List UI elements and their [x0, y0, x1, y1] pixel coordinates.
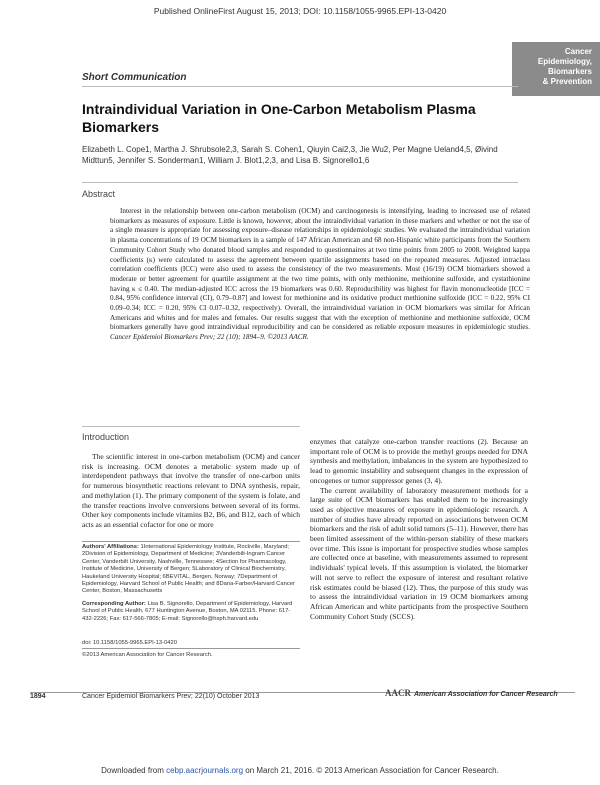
download-link[interactable]: cebp.aacrjournals.org: [166, 766, 244, 775]
abstract-text: [110, 207, 530, 343]
published-online-line: Published OnlineFirst August 15, 2013; DOI: 10.1158/1055-9965.EPI-13-0420: [153, 6, 447, 16]
abstract-citation: Cancer Epidemiol Biomarkers Prev; 22 (10); 1894–9. ©2013 AACR.: [110, 333, 309, 342]
intro-paragraph-1: The scientific interest in one-carbon metabolism (OCM) and cancer risk is increasing. OCM denotes a metabolic system made up of interdependent pathways that involve the transfer of one-carbon units for numerous biosynthetic reactions relevant to DNA synthesis, repair, and methylation (1). The primary component of the system is folate, and the transfer reactions involve conversions between several of its forms. Other key components include vitamins B2, B6, and B12, each of which acts as an essential cofactor for one or more: [82, 452, 300, 529]
intro-left-column: [82, 452, 300, 530]
journal-footer: Cancer Epidemiol Biomarkers Prev; 22(10) October 2013: [82, 693, 260, 700]
corresponding-text: Lisa B. Signorello, Department of Epidemiology, Harvard School of Public Health, 677 Huntington Avenue, Boston, MA 02115. Phone: 617-432-2226; Fax: 617-566-7805; E-mail: Signorello@hsph.harvard.edu: [82, 601, 293, 622]
copyright-line: ©2013 American Association for Cancer Research.: [82, 652, 213, 658]
download-line: [0, 766, 600, 775]
section-label: Short Communication: [82, 72, 187, 83]
author-affiliations: [82, 544, 300, 596]
article-title: Intraindividual Variation in One-Carbon Metabolism Plasma Biomarkers: [82, 101, 476, 135]
page-number: 1894: [30, 693, 46, 700]
section-divider: [82, 86, 518, 87]
journal-corner-badge: [512, 42, 600, 96]
intro-divider: [82, 426, 300, 427]
intro-right-column: [310, 437, 528, 621]
affiliations-label: Authors' Affiliations:: [82, 544, 139, 550]
abstract-divider: [82, 182, 518, 183]
copyright-divider: [82, 648, 300, 649]
intro-paragraph-2: enzymes that catalyze one-carbon transfer reactions (2). Because an important role of OCM is to provide the methyl groups needed for DNA synthesis and methylation, imbalances in the system are hypothesized to lead to genomic instability and subsequent changes in the expression of oncogenes or tumor suppressor genes (3, 4).: [310, 437, 528, 485]
aacr-name: American Association for Cancer Research: [414, 691, 558, 698]
intro-heading: Introduction: [82, 432, 130, 442]
doi-line: doi: 10.1158/1055-9965.EPI-13-0420: [82, 640, 177, 646]
corresponding-label: Corresponding Author:: [82, 601, 146, 607]
journal-corner-line-1: Cancer: [564, 47, 592, 56]
download-suffix: on March 21, 2016. © 2013 American Association for Cancer Research.: [243, 766, 499, 775]
aacr-logo: AACR: [385, 688, 411, 698]
journal-corner-line-2: Epidemiology,: [537, 57, 592, 66]
corresponding-author: [82, 601, 300, 623]
affiliations-divider: [82, 541, 300, 542]
journal-corner-line-3: Biomarkers: [547, 67, 592, 76]
journal-corner-line-4: & Prevention: [542, 77, 592, 86]
download-prefix: Downloaded from: [101, 766, 167, 775]
author-list: Elizabeth L. Cope1, Martha J. Shrubsole2,3, Sarah S. Cohen1, Qiuyin Cai2,3, Jie Wu2, Per Magne Ueland4,5, Øivind Midttun5, Jennifer S. Sonderman1, William J. Blot1,2,3, and Lisa B. Signorello1,6: [82, 145, 498, 165]
abstract-heading: Abstract: [82, 189, 116, 199]
affiliations-text: 1International Epidemiology Institute, Rockville, Maryland; 2Division of Epidemiology, Department of Medicine; 3Vanderbilt-Ingram Cancer Center, Vanderbilt University, Nashville, Tennessee; 4Section for Pharmacology, Institute of Medicine, University of Bergen; 5Laboratory of Clinical Biochemistry, Haukeland University Hospital; 6BEVITAL, Bergen, Norway; 7Department of Epidemiology, Harvard School of Public Health; and 8Dana-Farber/Harvard Cancer Center, Boston, Massachusetts: [82, 544, 295, 595]
abstract-body: Interest in the relationship between one-carbon metabolism (OCM) and carcinogenesis is intensifying, leading to increased use of related biomarkers as measures of exposure. Little is known, however, about the intraindividual variation in these markers and whether or not the use of a single measure is appropriate for assessing exposure–disease relationships in epidemiologic studies. We evaluated the intraindividual variation in plasma concentrations of 19 OCM biomarkers in a sample of 147 African American and 68 non-Hispanic white participants from the Southern Community Cohort Study who donated blood samples and responded to questionnaires at two time points from 2005 to 2008. Weighted kappa coefficients (κ) were calculated to assess the agreement between quartile assignments based on the repeated measures. Adjusted intraclass correlation coefficients (ICC) were also used to assess the consistency of the two measurements. Most (16/19) OCM biomarkers showed a moderate or better agreement for quartile assignment at the two time points, with only methionine, methionine sulfoxide, and cystathionine having κ ≤ 0.40. The median-adjusted ICC across the 19 biomarkers was 0.60. Reproducibility was highest for flavin mononucleotide [ICC = 0.84, 95% confidence interval (CI), 0.79–0.87] and lowest for methionine and its oxidative product methionine sulfoxide (ICC = 0.22, 95% CI 0.09–0.34; ICC = 0.20, 95% CI 0.07–0.32, respectively). Overall, the intraindividual variation in OCM biomarkers was similar for African Americans and whites and for males and females. Our results suggest that with the exception of methionine and methionine sulfoxide, OCM biomarkers generally have good intraindividual reproducibility and can be considered as reliable exposure measures in epidemiologic studies.: [110, 207, 530, 332]
intro-paragraph-3: The current availability of laboratory measurement methods for a large suite of OCM biomarkers has enabled them to be increasingly used as objective measures of exposure in epidemiologic research. A number of studies have already reported on associations between OCM biomarkers and the risk of adult solid tumors (5–11). However, there has been limited assessment of the within-person stability of these markers over time. This issue is important for prospective studies whose samples are collected once at baseline, with measurements assumed to represent individuals' typical levels. If this assumption is violated, the biomarker will not serve to reflect the exposure of interest and resultant relative risk estimates could be biased (12). Thus, the purpose of this study was to assess the intraindividual variation in 19 OCM biomarkers among African American and white participants from the prospective Southern Community Cohort Study (SCCS).: [310, 485, 528, 621]
